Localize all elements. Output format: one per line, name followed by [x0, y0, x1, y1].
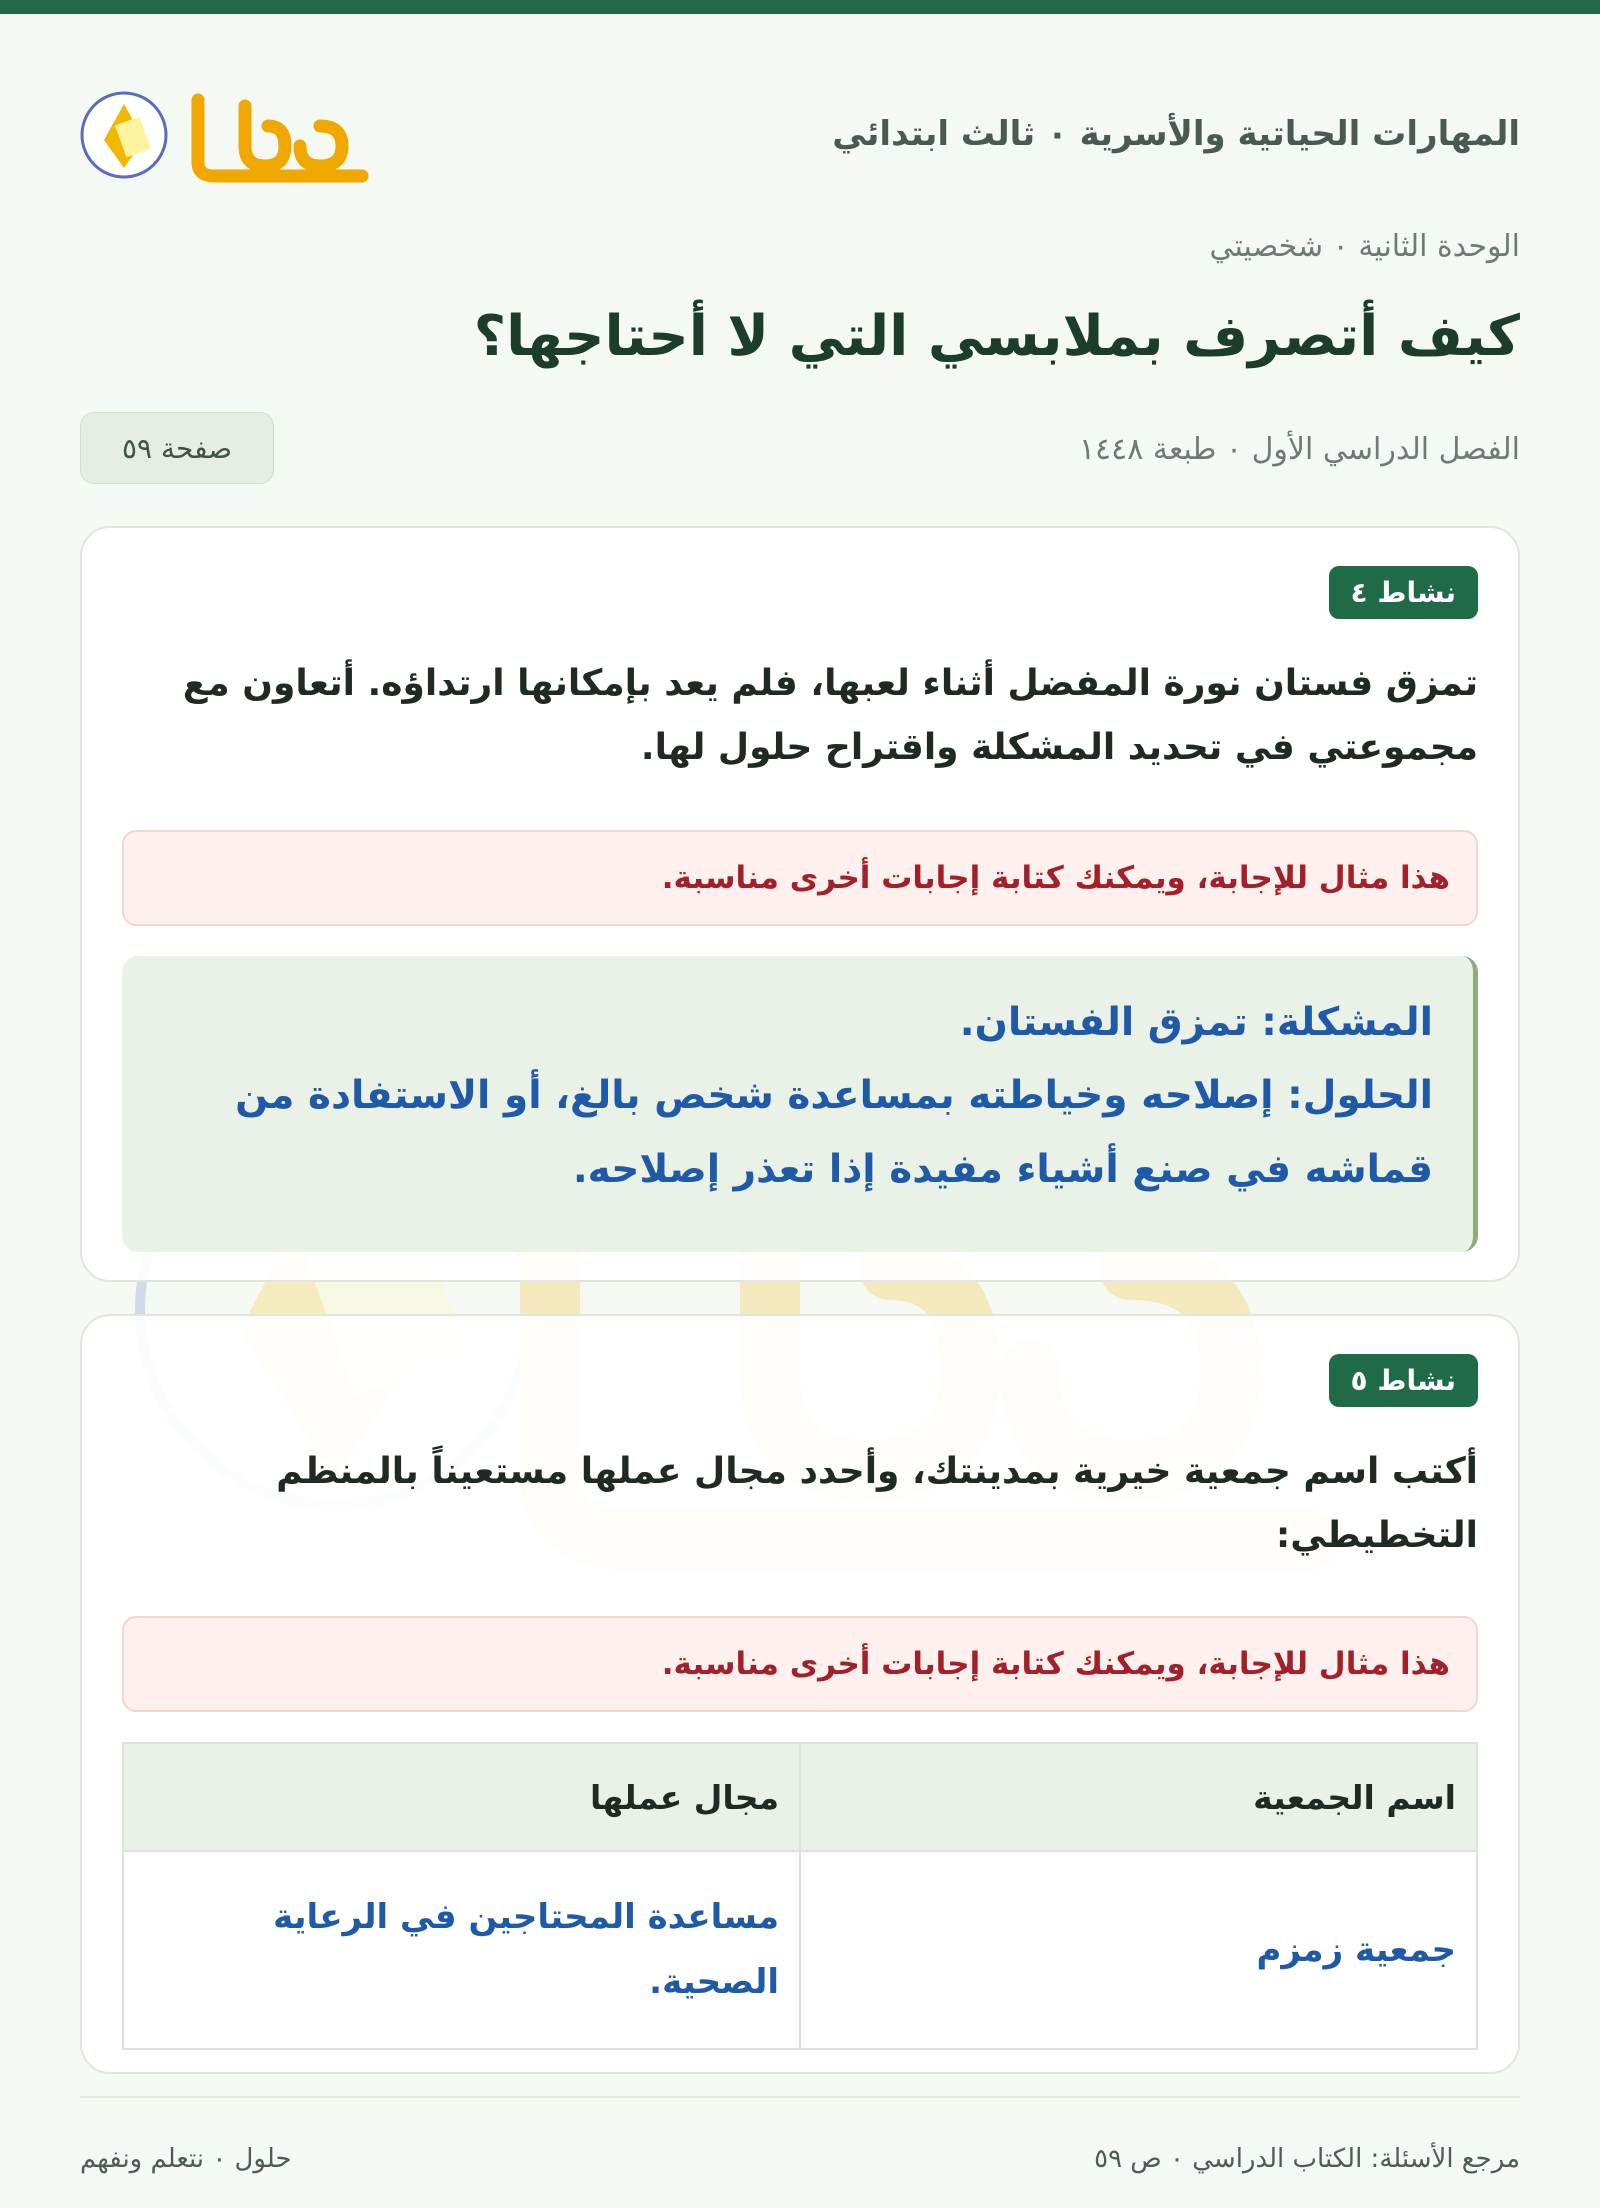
activity-badge: نشاط ٥ [1329, 1354, 1478, 1407]
page [80, 14, 1520, 2208]
answer-solutions: الحلول: إصلاحه وخياطته بمساعدة شخص بالغ، أو الاستفادة من قماشه في صنع أشياء مفيدة إذا تعذر إصلاحه. [235, 1073, 1433, 1192]
column-header-name: اسم الجمعية [800, 1743, 1477, 1851]
page-number-badge: صفحة ٥٩ [80, 412, 274, 484]
charity-name-cell: جمعية زمزم [800, 1851, 1477, 2049]
sample-answer-note: هذا مثال للإجابة، ويمكنك كتابة إجابات أخرى مناسبة. [122, 830, 1478, 926]
column-header-field: مجال عملها [123, 1743, 800, 1851]
footer-brand: حلول ٠ نتعلم ونفهم [80, 2144, 292, 2174]
table-row [123, 1851, 1477, 2049]
footer-reference: مرجع الأسئلة: الكتاب الدراسي ٠ ص ٥٩ [1094, 2144, 1520, 2174]
unit-breadcrumb: الوحدة الثانية ٠ شخصيتي [1209, 229, 1520, 264]
activity-card-5 [80, 1314, 1520, 2074]
answer-box [122, 956, 1478, 1252]
activity-card-4 [80, 526, 1520, 1282]
activity-question: تمزق فستان نورة المفضل أثناء لعبها، فلم يعد بإمكانها ارتداؤه. أتعاون مع مجموعتي في تحديد المشكلة واقتراح حلول لها. [182, 663, 1478, 769]
answer-problem: المشكلة: تمزق الفستان. [959, 1000, 1433, 1045]
table-header-row [123, 1743, 1477, 1851]
lesson-title: كيف أتصرف بملابسي التي لا أحتاجها؟ [473, 304, 1520, 369]
subject-title: المهارات الحياتية والأسرية ٠ ثالث ابتدائي [832, 114, 1520, 154]
hulul-logo [80, 80, 380, 190]
charity-field-cell: مساعدة المحتاجين في الرعاية الصحية. [123, 1851, 800, 2049]
activity-question: أكتب اسم جمعية خيرية بمدينتك، وأحدد مجال عملها مستعيناً بالمنظم التخطيطي: [276, 1451, 1478, 1557]
top-accent-bar [0, 0, 1600, 14]
activity-badge: نشاط ٤ [1329, 566, 1478, 619]
sample-answer-note: هذا مثال للإجابة، ويمكنك كتابة إجابات أخرى مناسبة. [122, 1616, 1478, 1712]
footer-divider [80, 2096, 1520, 2098]
term-info: الفصل الدراسي الأول ٠ طبعة ١٤٤٨ [1078, 432, 1520, 467]
organizer-table [122, 1742, 1478, 2050]
page-header [80, 70, 1520, 200]
